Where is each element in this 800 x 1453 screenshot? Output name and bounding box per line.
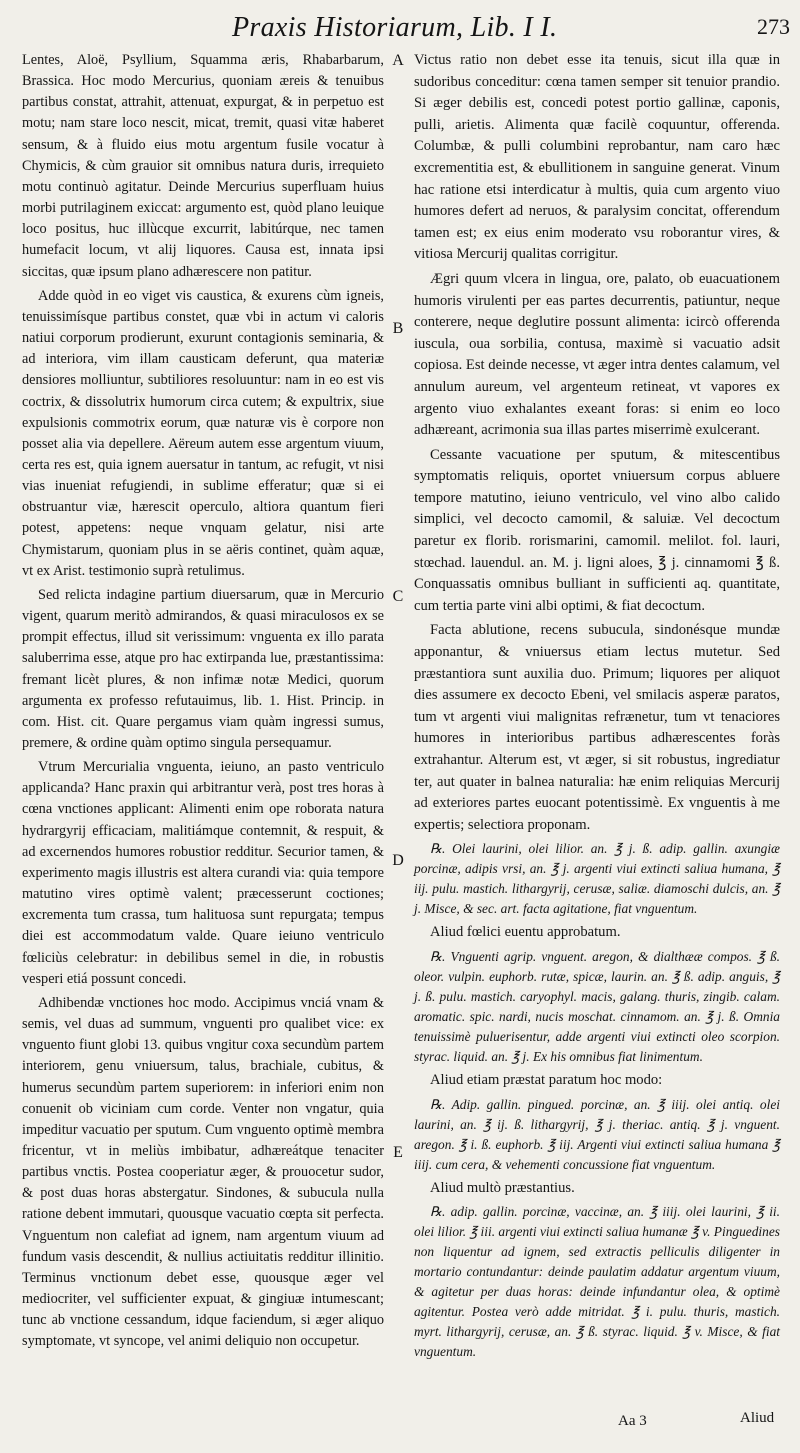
page-number: 273 — [757, 14, 790, 39]
catchword: Aliud — [740, 1410, 775, 1426]
paragraph: Facta ablutione, recens subucula, sindonésque mundæ apponantur, & vniuersus etiam lectus mutetur. Sed præstantiora sunt auxilia duo. Primum; liquores per aliquot dies assumere ex decocto Ebeni, vel smilacis asperæ paratos, tum vt argenti viui malignitas refrænetur, tum vt tenaciores humores in interioribus partibus adhærescentes foràs extrahantur. Alterum est, vt æger, si sit robustus, ingrediatur ter, aut quater in balnea naturalia: hæ enim reliquias Mercurij ad exteriores partes euocant potentissimè. Ex vnguentis à me expertis; selectiora proponam. — [414, 622, 780, 833]
paragraph: Cessante vacuatione per sputum, & mitescentibus symptomatis reliquis, oportet vniuersum corpus abluere tempore matutino, ieiuno ventriculo, vel vino albo calido simplici, vel decocto camomil, & saluiæ. Vel decoctum paretur ex florib. rorismarini, camomil. melilot. fol. lauri, stœchad. lauendul. an. M. j. ligni aloes, ℥ j. cinnamomi ℥ ß. Conquassatis omnibus bulliant in sufficienti aq. quantitate, cum tertia parte vini albi optimi, & fiat decoctum. — [414, 446, 780, 614]
paragraph: Adde quòd in eo viget vis caustica, & exurens cùm igneis, tenuissimísque partibus constet, quæ vbi in actum vi caloris natiui corporum prodierunt, exurunt contagionis seminaria, & ad interiora, vim illam causticam deferunt, qua materiæ densiores molliuntur, subtiliores resoluuntur: nam in eo est vis coctrix, & dissolutrix humorum circa cutem; & expultrix, siue expulsionis commotrix eorum, quæ naturæ vis è corpore non posset alia via depellere. Aëreum autem esse argentum viuum, certa res est, quia ignem auersatur in tantum, ac refugit, vt nisi vias inueniat refugiendi, in sublime efferatur; quæ si ei obstruantur viæ, hærescit operculo, altiora quantum fieri potest, appetens: neque vnquam gelatur, nisi arte Chymistarum, quoniam plus in se aëris continet, quàm aquæ, vt ex Arist. testimonio suprà retulimus. — [22, 287, 384, 579]
recipe: ℞. Adip. gallin. pingued. porcinæ, an. ℥ iiij. olei antiq. olei laurini, an. ℥ ij. ß. lithargyrij, ℥ j. theriac. antiq. ℥ j. vnguent. aregon. ℥ i. ß. euphorb. ℥ iij. Argenti viui extincti saliua humana ℥ iiij. cum cera, & vehementi concussione fiat vnguentum. — [414, 1096, 780, 1172]
margin-letter-b: B — [392, 320, 404, 337]
right-column — [414, 50, 780, 1365]
recipe-heading: Aliud multò præstantius. — [430, 1179, 575, 1196]
recipe: ℞. adip. gallin. porcinæ, vaccinæ, an. ℥ iiij. olei laurini, ℥ ii. olei lilior. ℥ iii. argenti viui extincti saliua humanæ ℥ v. Pinguedines non liquentur ad ignem, sed extractis pelliculis diligenter in mortario contundantur: deinde paulatim addatur argentum viuum, & agitetur per duas horas: deinde infundantur olea, & optimè agitentur. Postea verò adde mitridat. ℥ i. pulu. thuris, mastich. myrt. lithargyrij, cerusæ, an. ℥ ß. styrac. liquid. ℥ v. Misce, & fiat vnguentum. — [414, 1204, 780, 1360]
left-column — [22, 50, 384, 1356]
recipe: ℞. Vnguenti agrip. vnguent. aregon, & dialthææ compos. ℥ ß. oleor. vulpin. euphorb. rutæ, spicæ, laurin. an. ℥ ß. adip. anguis, ℥ j. ß. pulu. mastich. caryophyl. macis, galang. thuris, zingib. calam. aromatic. spic. nardi, nucis moschat. cinnamom. an. ℥ j. ß. Omnia tenuissimè puluerisentur, adde argenti viui extincti oleo scorpion. styrac. liquid. an. ℥ j. Ex his omnibus fiat linimentum. — [414, 948, 780, 1064]
recipe: ℞. Olei laurini, olei lilior. an. ℥ j. ß. adip. gallin. axungiæ porcinæ, adipis vrsi, an. ℥ j. argenti viui extincti saliua humana, ℥ iij. pulu. mastich. lithargyrij, cerusæ, saliæ. diamoschi dulcis, an. ℥ j. Misce, & sec. art. facta agitatione, fiat vnguentum. — [414, 841, 780, 917]
signature-mark: Aa 3 — [618, 1413, 647, 1429]
paragraph: Victus ratio non debet esse ita tenuis, sicut illa quæ in sudoribus conceditur: cœna tamen semper sit tenuior prandio. Si æger debilis est, concedi potest portio gallinæ, caponis, pulli, arietis. Alimenta quæ facilè coquuntur, offerenda. Columbæ, & pulli columbini reprobantur, nam caro hæc excrementitia est, & ebullitionem in sanguine generat. Vinum hac ratione etsi interdicatur à multis, quia cum argento viuo humores defert ad neruos, & paralysim concitat, offerendum tamen est; ex eius enim moderato vsu roborantur vires, & vitiosa Mercurij qualitas corrigitur. — [414, 52, 780, 263]
margin-letter-e: E — [393, 1144, 403, 1161]
paragraph: Lentes, Aloë, Psyllium, Squamma æris, Rhabarbarum, Brassica. Hoc modo Mercurius, quoniam æreis & tenuibus partibus constat, attrahit, attenuat, expurgat, & in perpetuo est motu; nam stare loco nescit, micat, tremit, quasi vitæ haberet sensum, & à fluido eius motu argentum fusile vocatur à Chymicis, & cùm grauior sit omnibus natura duris, irrequieto motu continuò agitatur. Deinde Mercurius superfluam huius morbi putrilaginem exiccat: argumento est, quòd plano leuique loco positus, huc illùcque excurrit, labitúrque, nec tamen humefacit locum, vt alij liquores. Causa est, innata ipsi siccitas, quæ ipsum plano adhærescere non patitur. — [22, 52, 384, 280]
recipe-heading: Aliud etiam præstat paratum hoc modo: — [430, 1071, 663, 1088]
margin-letter-a: A — [392, 52, 404, 69]
paragraph: Vtrum Mercurialia vnguenta, ieiuno, an pasto ventriculo applicanda? Hanc praxin qui arbitrantur verà, post tres horas à cœna vnctiones applicant: Alimenti enim ope roborata natura hydrargyrij efficaciam, malitiámque contemnit, & respuit, & ad excernendos humores robustior redditur. Securior tamen, & experimento magis illustris est altera curandi via: quia tempore matutino vires optimè valent; præcesserunt coctiones; excrementa tum crassa, tum halituosa sunt repurgata; tempus diei est accommodatum valde. Quare ieiuno ventriculo fœliciùs celebratur: in debilibus semel in die, in robustis vesperi etiá possunt concedi. — [22, 759, 384, 987]
page-header — [0, 10, 800, 46]
paragraph: Adhibendæ vnctiones hoc modo. Accipimus vnciá vnam & semis, vel duas ad summum, vnguenti pro qualibet vice: ex vnguento fiunt globi 13. quibus vngitur coxa secundùm partem interiorem, genu vniuersum, talus, brachiale, cubitus, & humerus secundùm partem superiorem: in inferiori enim non conuenit ob viciniam cum corde. Venter non vngatur, quia impeditur vacuatio per sputum. Cum vnguento optimè membra fricentur, vt in meliùs imbibatur, adhæreátque tenaciter partibus vnctis. Postea cooperiatur æger, & prouocetur sudor, & post duas horas abstergatur. Sindones, & subucula nulla ratione debent immutari, quousque vacuatio cœpta sit perfecta. Vnguentum non calefiat ad ignem, nam argentum viuum ad fundum vasis descendit, & nullius actiuitatis redditur illinitio. Terminus vnctionum debet esse, quousque æger vel mediocriter, vel sufficienter expuat, & gingiuæ intumescant; tunc ab vnctione cessandum, idque faciendum, si æger aliquo symptomate, vt syncope, vel animi deliquio non occupetur. — [22, 994, 384, 1350]
paragraph: Sed relicta indagine partium diuersarum, quæ in Mercurio vigent, quarum meritò admirandos, & quasi miraculosos ex se prompit effectus, illud sit verissimum: vnguenta ex illo parata saluberrima esse, atque pro hac extirpanda lue, præstantissima: fremant licèt plures, & non infimæ notæ Medici, quorum argumenta ex professo refutauimus, lib. 1. Hist. Princip. in com. Hist. cit. Quare pergamus viam quàm ingressi sumus, premere, & ordine quàm optimo singula persequamur. — [22, 586, 384, 751]
running-title: Praxis Historiarum, Lib. I I. — [232, 12, 558, 43]
margin-letter-c: C — [392, 588, 404, 605]
paragraph: Ægri quum vlcera in lingua, ore, palato, ob euacuationem humoris virulenti per eas partes decurrentis, patiuntur, neque conterere, neque deglutire possunt alimenta: icircò offerenda iuscula, oua sorbilia, contusa, maximè si vacuatio adsit copiosa. Est deinde necesse, vt æger intra dentes calamum, vel annulum aureum, vel argenteum retineat, vt vapores ex argento viuo exhalantes exeant foras: si enim eo loco adhæreant, acrimonia sua illas partes miserrimè exulcerant. — [414, 270, 780, 439]
margin-letter-d: D — [392, 852, 404, 869]
recipe-heading: Aliud fœlici euentu approbatum. — [430, 924, 621, 941]
